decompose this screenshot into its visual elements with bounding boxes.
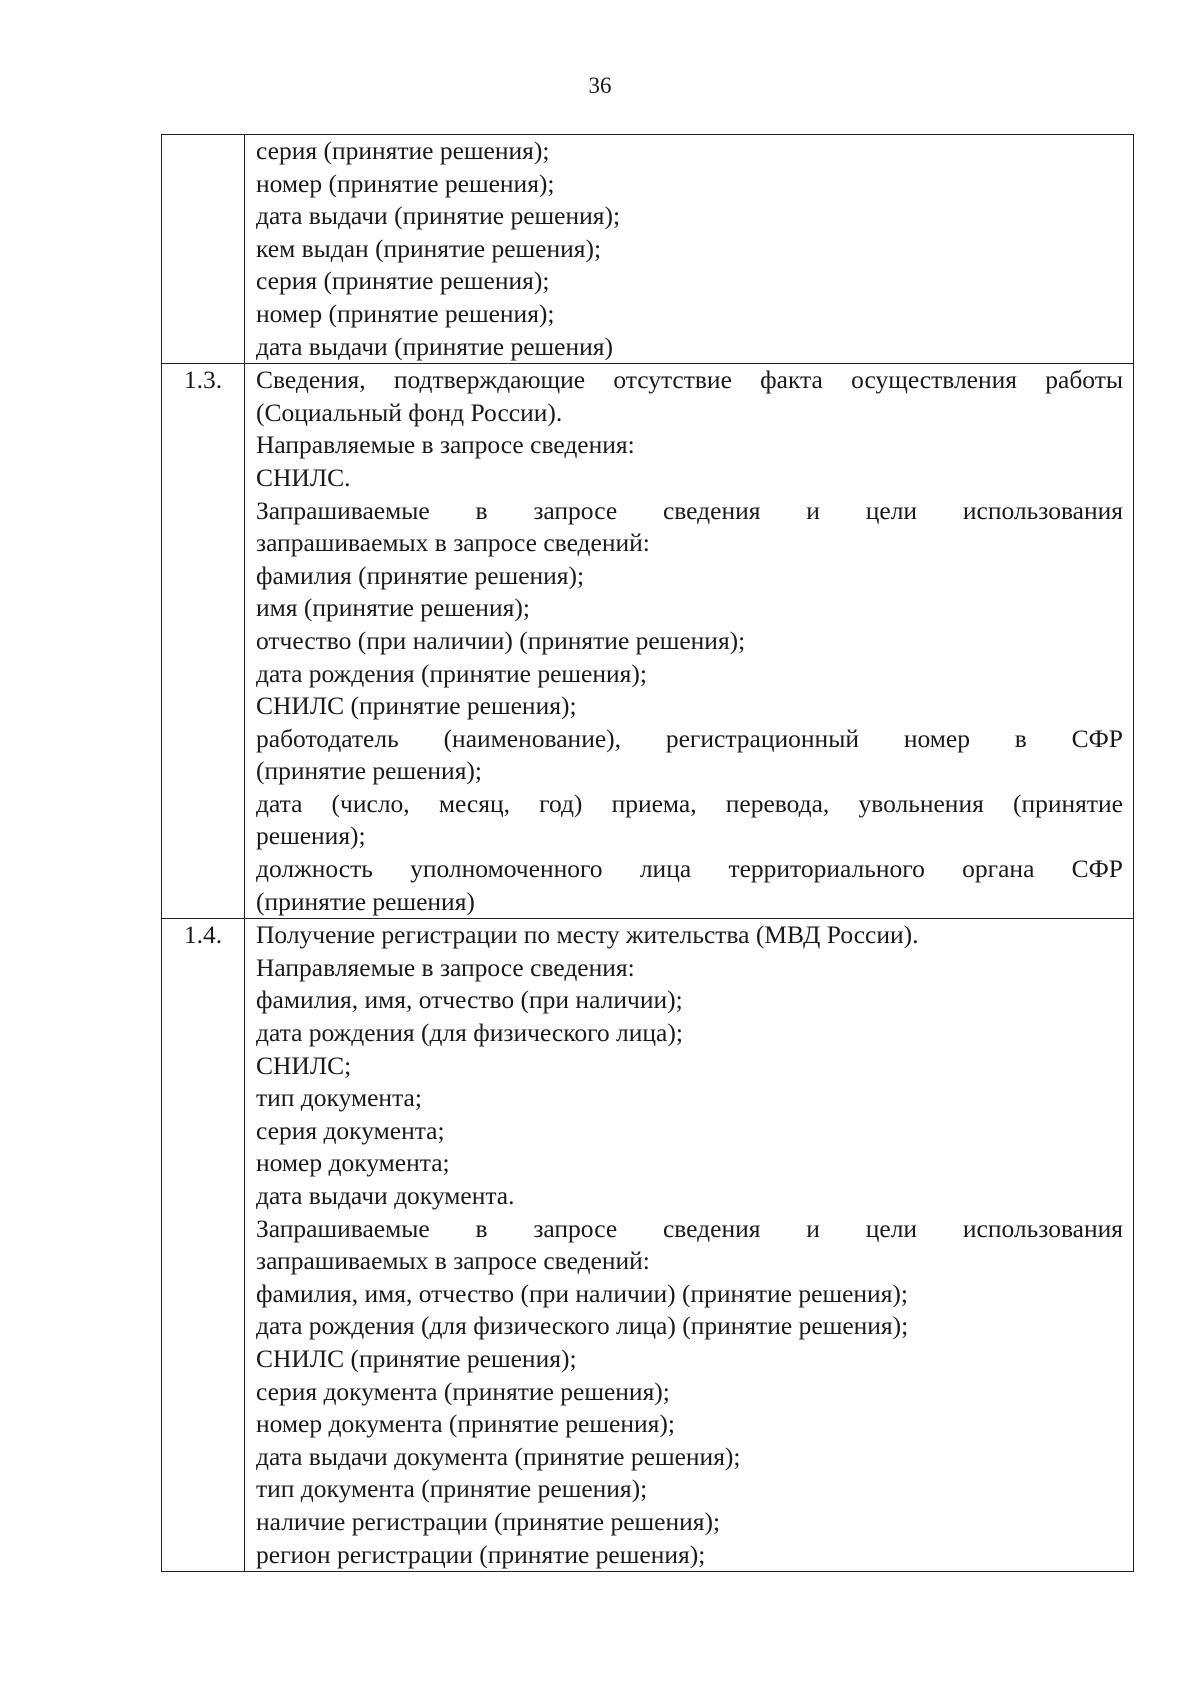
table-row <box>162 135 1134 364</box>
text-line: серия документа; <box>256 1115 445 1145</box>
row-text-cell <box>245 135 1134 364</box>
text-line: запрашиваемых в запросе сведений: <box>256 528 650 558</box>
table-row <box>162 919 1134 1572</box>
text-line: должность уполномоченного лица территориального органа СФР <box>256 854 1123 884</box>
table-row <box>162 364 1134 919</box>
text-line: Направляемые в запросе сведения: <box>256 952 635 982</box>
text-line: имя (принятие решения); <box>256 593 530 623</box>
text-line: дата выдачи (принятие решения); <box>256 201 621 231</box>
row-number-cell <box>162 135 245 364</box>
text-line: наличие регистрации (принятие решения); <box>256 1506 721 1536</box>
text-line: (принятие решения); <box>256 756 483 786</box>
text-line: номер документа; <box>256 1148 450 1178</box>
text-line: фамилия, имя, отчество (при наличии) (принятие решения); <box>256 1278 908 1308</box>
text-line: решения); <box>256 821 366 851</box>
text-line: СНИЛС (принятие решения); <box>256 691 577 721</box>
row-text-cell <box>245 919 1134 1572</box>
text-line: дата выдачи документа (принятие решения); <box>256 1441 741 1471</box>
text-line: дата рождения (для физического лица) (принятие решения); <box>256 1311 909 1341</box>
text-line: СНИЛС; <box>256 1050 352 1080</box>
text-line: фамилия (принятие решения); <box>256 560 585 590</box>
row-number-cell: 1.3. <box>162 364 245 919</box>
text-line: регион регистрации (принятие решения); <box>256 1539 706 1569</box>
text-line: номер документа (принятие решения); <box>256 1409 675 1439</box>
row-number-cell: 1.4. <box>162 919 245 1572</box>
text-line: номер (принятие решения); <box>256 298 555 328</box>
text-line: Направляемые в запросе сведения: <box>256 430 635 460</box>
text-line: Получение регистрации по месту жительства (МВД России). <box>256 920 919 950</box>
text-line: отчество (при наличии) (принятие решения); <box>256 625 746 655</box>
text-line: тип документа; <box>256 1083 422 1113</box>
text-line: серия (принятие решения); <box>256 266 550 296</box>
text-line: серия (принятие решения); <box>256 136 550 165</box>
text-line: Запрашиваемые в запросе сведения и цели использования <box>256 1213 1123 1243</box>
text-line: СНИЛС (принятие решения); <box>256 1343 577 1373</box>
text-line: Запрашиваемые в запросе сведения и цели использования <box>256 495 1123 525</box>
text-line: дата рождения (для физического лица); <box>256 1018 683 1048</box>
text-line: дата выдачи (принятие решения) <box>256 331 613 361</box>
text-line: (принятие решения) <box>256 886 475 916</box>
text-line: серия документа (принятие решения); <box>256 1376 670 1406</box>
text-line: тип документа (принятие решения); <box>256 1474 648 1504</box>
page-number: 36 <box>588 73 612 98</box>
text-line: дата выдачи документа. <box>256 1181 515 1210</box>
text-line: (Социальный фонд России). <box>256 397 563 427</box>
text-line: запрашиваемых в запросе сведений: <box>256 1246 650 1276</box>
row-text-cell <box>245 364 1134 919</box>
text-line: дата рождения (принятие решения); <box>256 658 647 688</box>
text-line: дата (число, месяц, год) приема, перевода, увольнения (принятие <box>256 788 1123 818</box>
text-line: СНИЛС. <box>256 462 351 492</box>
text-line: Сведения, подтверждающие отсутствие факта осуществления работы <box>256 365 1123 395</box>
text-line: номер (принятие решения); <box>256 168 555 198</box>
text-line: работодатель (наименование), регистрационный номер в СФР <box>256 723 1123 753</box>
text-line: фамилия, имя, отчество (при наличии); <box>256 985 683 1015</box>
text-line: кем выдан (принятие решения); <box>256 233 602 263</box>
document-table <box>161 134 1134 1572</box>
